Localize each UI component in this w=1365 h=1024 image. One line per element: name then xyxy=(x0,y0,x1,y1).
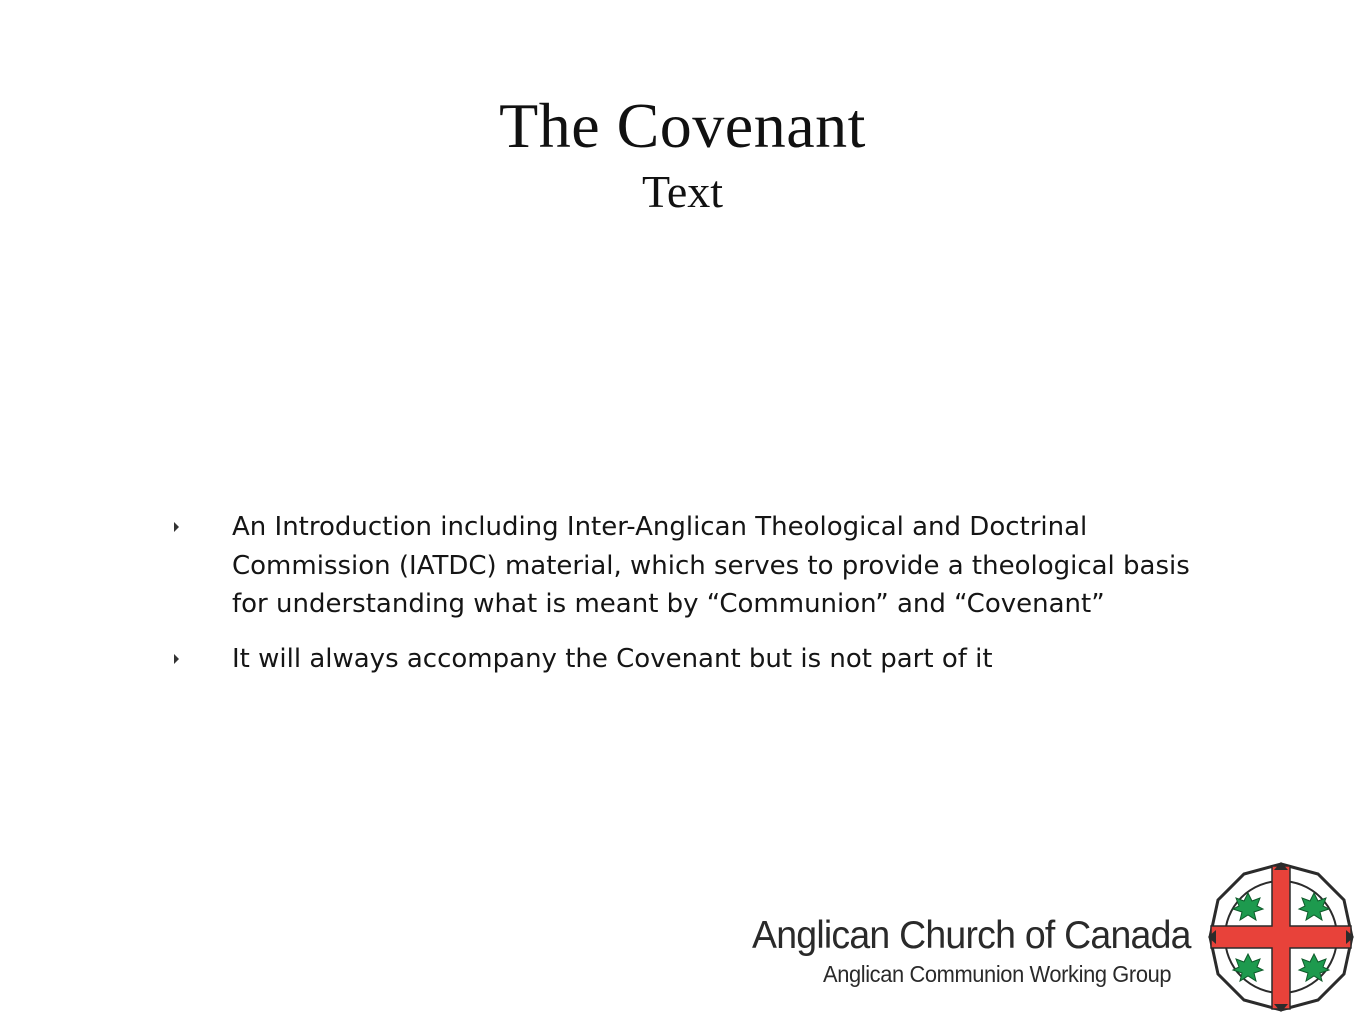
bullet-list xyxy=(168,508,1228,694)
church-logo xyxy=(752,862,1354,1012)
bullet-arrow-icon xyxy=(174,522,179,532)
bullet-item xyxy=(168,508,1228,624)
slide-subtitle: Text xyxy=(641,166,724,217)
logo-name: Anglican Church of Canada xyxy=(752,914,1191,957)
bullet-text: An Introduction including Inter-Anglican Theological and Doctrinal Commission (IATDC) material, which serves to provide a theological basis for understanding what is meant by “Communion” and “Covenant” xyxy=(232,512,1190,619)
bullet-item xyxy=(168,640,1228,679)
title-block xyxy=(0,88,1365,220)
logo-group: Anglican Communion Working Group xyxy=(823,961,1172,987)
compass-rose-cross-icon xyxy=(1208,862,1354,1012)
slide-title: The Covenant xyxy=(499,90,866,161)
bullet-arrow-icon xyxy=(174,654,179,664)
bullet-text: It will always accompany the Covenant but is not part of it xyxy=(232,643,993,674)
